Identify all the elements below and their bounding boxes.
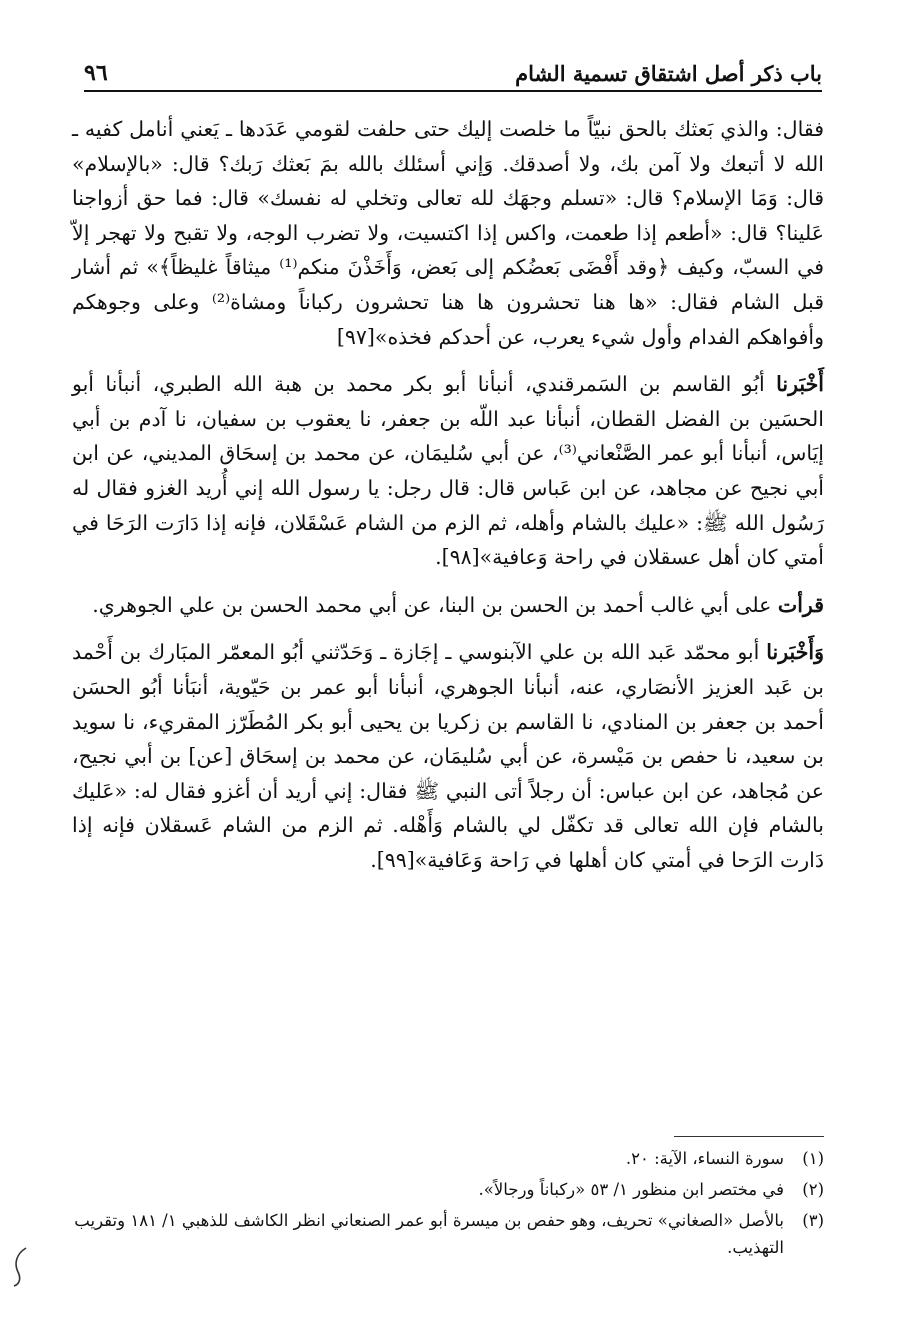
footnotes: [72, 1136, 824, 1265]
paragraph-3-text: على أبي غالب أحمد بن الحسن بن البنا، عن أبي محمد الحسن بن علي الجوهري.: [92, 592, 772, 617]
margin-mark-icon: [8, 1246, 30, 1288]
paragraph-1: [72, 112, 824, 354]
footnote-2: [72, 1176, 824, 1203]
chapter-title: باب ذكر أصل اشتقاق تسمية الشام: [515, 61, 822, 86]
paragraph-4: [72, 635, 824, 877]
footnote-3-number: (٣): [802, 1211, 824, 1230]
paragraph-4-text: أبو محمّد عَبد الله بن علي الآبنوسي ـ إجَازة ـ وَحَدّثني أبُو المعمّر المبَارك بن أَحْمد بن عَبد العزيز الأنصَاري، عنه، أنبأنا الجوهري، أنبأنا أبو عمر بن حَيّوية، أنبَأنا أبُو الحسَن أحمد بن جعفر بن المنادي، نا القاسم بن زكريا بن يحيى أبو بكر المُطَرّز المقريء، نا سويد بن سعيد، نا حفص بن مَيْسرة، عن أبي سُليمَان، عن محمد بن إسحَاق [عن] بن أبي نجيح، عن مُجاهد، عن ابن عباس: أن رجلاً أتى النبي ﷺ فقال: إني أريد أن أغزو فقال له: «عَليك بالشام فإن الله تعالى قد تكفّل لي بالشام وَأَهْله. ثم الزم من الشام عَسقلان فإنه إذا دَارت الرَحا في أمتي كان أهلها في رَاحة وَعَافية»[٩٩].: [72, 640, 824, 872]
paragraph-3: [72, 588, 824, 623]
page-number: ٩٦: [84, 60, 108, 86]
paragraph-4-lead: وَأَخْبَرنا: [766, 640, 824, 665]
footnote-1-text: سورة النساء، الآية: ٢٠.: [625, 1149, 784, 1168]
footnote-2-text: في مختصر ابن منظور ١/ ٥٣ «ركباناً ورجالاً».: [478, 1180, 784, 1199]
paragraph-2: [72, 367, 824, 575]
page-header: [84, 56, 822, 92]
footnote-1-number: (١): [802, 1149, 824, 1168]
footnote-2-number: (٢): [802, 1180, 824, 1199]
footnote-3: [72, 1207, 824, 1261]
paragraph-3-lead: قرأت: [777, 592, 824, 617]
paragraph-2-lead: أَخْبَرنا: [776, 372, 824, 397]
footnote-divider: [674, 1136, 824, 1137]
paragraph-2-text: أبُو القاسم بن السَمرقندي، أنبأنا أبو بكر محمد بن هبة الله الطبري، أنبأنا أبو الحسَين بن الفضل القطان، أنبأنا عبد اللّه بن جعفر، نا يعقوب بن سفيان، نا آدم بن أبي إيَاس، أنبأنا أبو عمر الصَّنْعاني⁽³⁾، عن أبي سُليمَان، عن محمد بن إسحَاق المديني، عن ابن أبي نجيح عن مجاهد، عن ابن عَباس قال: قال رجل: يا رسول الله إني أُريد الغزو فقال له رَسُول الله ﷺ: «عليك بالشام وأهله، ثم الزم من الشام عَسْقَلان، فإنه إذا دَارَت الرَحَا في أمتي كان أهل عسقلان في راحة وَعافية»[٩٨].: [72, 372, 824, 570]
paragraph-1-text: فقال: والذي بَعثك بالحق نبيّاً ما خلصت إليك حتى حلفت لقومي عَدَدها ـ يَعني أنامل كفيه ـ الله لا أتبعك ولا آمن بك، ولا أصدقك. وَإني أسئلك بالله بمَ بَعثك رَبك؟ قال: «بالإسلام» قال: وَمَا الإسلام؟ قال: «تسلم وجهَك لله تعالى وتخلي له نفسك» قال: فما حق أزواجنا عَلينا؟ قال: «أطعم إذا طعمت، واكس إذا اكتسيت، ولا تضرب الوجه، ولا تقبح ولا تهجر إلاّ في السبّ، وكيف ﴿وقد أَفْضَى بَعضُكم إلى بَعض، وَأَخَذْنَ منكم⁽¹⁾ ميثاقاً غليظاً﴾» ثم أشار قبل الشام فقال: «ها هنا تحشرون ها هنا تحشرون ركباناً ومشاة⁽²⁾ وعلى وجوهكم وأفواهكم الفدام وأول شيء يعرب، عن أحدكم فخذه»[٩٧]: [72, 117, 824, 349]
footnote-3-text: بالأصل «الصغاني» تحريف، وهو حفص بن ميسرة أبو عمر الصنعاني انظر الكاشف للذهبي ١/ ١٨١ وتقريب التهذيب.: [74, 1211, 784, 1257]
main-text: [72, 112, 824, 890]
footnote-1: [72, 1145, 824, 1172]
